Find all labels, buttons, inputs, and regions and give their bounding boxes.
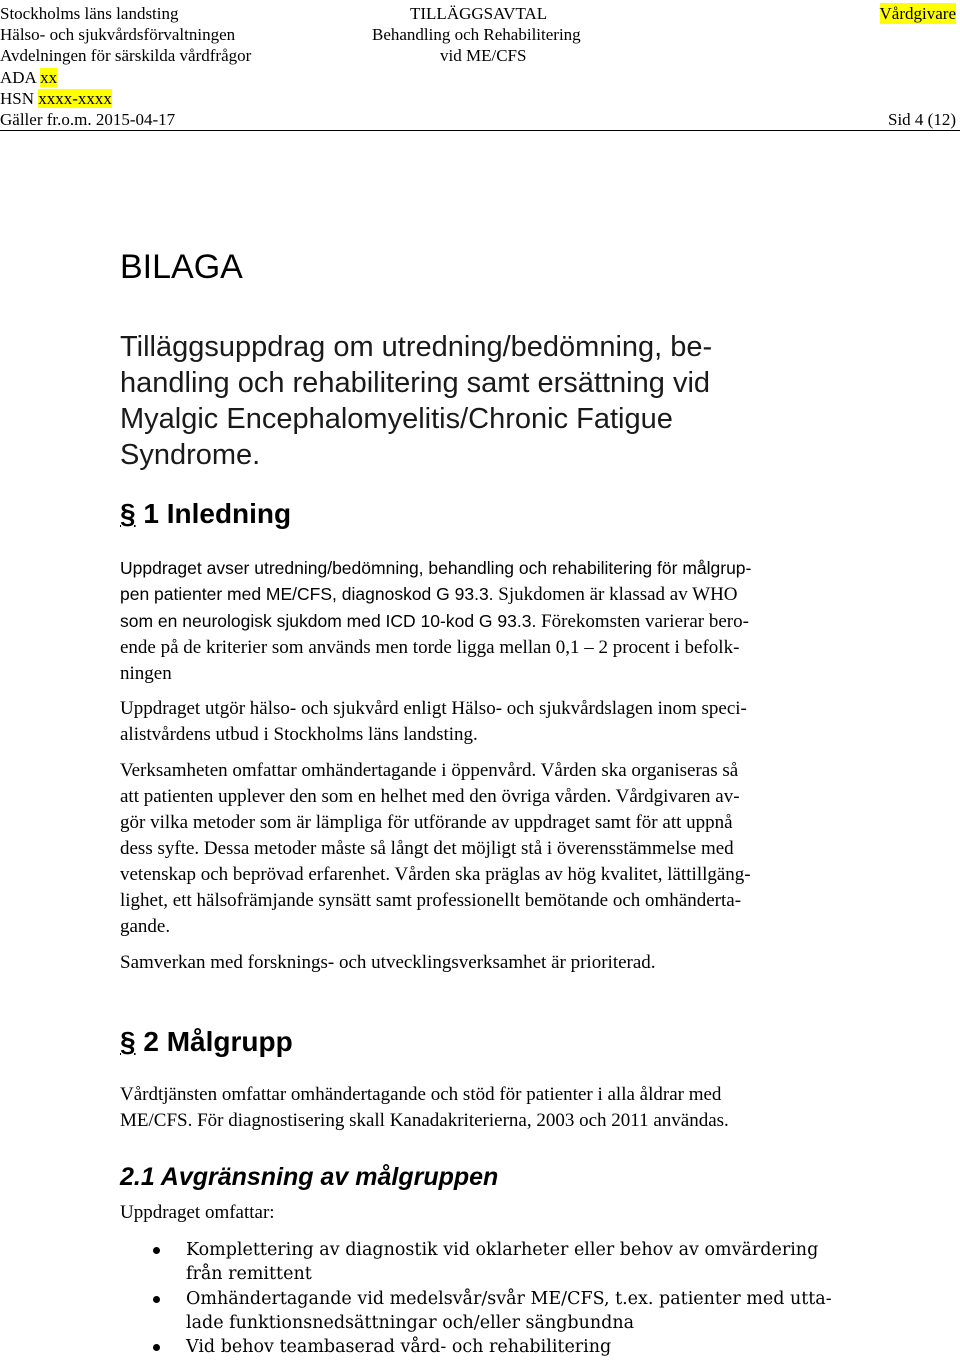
list-item-line: Komplettering av diagnostik vid oklarheter eller behov av omvärdering bbox=[186, 1240, 819, 1260]
title-line: handling och rehabilitering samt ersättning vid bbox=[120, 367, 711, 399]
bullet-icon bbox=[153, 1247, 160, 1254]
paragraph-line: alistvårdens utbud i Stockholms läns landsting. bbox=[120, 724, 478, 745]
header-agreement-subject: vid ME/CFS bbox=[440, 46, 527, 65]
paragraph-line: ende på de kriterier som används men torde ligga mellan 0,1 – 2 procent i befolk- bbox=[120, 637, 740, 658]
paragraph: Samverkan med forsknings- och utvecklingsverksamhet är prioriterad. bbox=[120, 952, 656, 973]
list-item-text bbox=[186, 1287, 832, 1335]
header-org-line: Hälso- och sjukvårdsförvaltningen bbox=[0, 25, 236, 44]
section-heading bbox=[120, 1024, 293, 1060]
paragraph-line: lighet, ett hälsofrämjande synsätt samt professionellt bemötande och omhänderta- bbox=[120, 890, 742, 911]
list-item-text bbox=[186, 1238, 818, 1286]
section-heading bbox=[120, 496, 291, 532]
list-item-line: lade funktionsnedsättningar och/eller sängbundna bbox=[186, 1313, 635, 1333]
header-valid-from: Gäller fr.o.m. 2015-04-17 bbox=[0, 110, 176, 129]
provider-badge: Vårdgivare bbox=[879, 4, 956, 23]
paragraph-line: Uppdraget utgör hälso- och sjukvård enligt Hälso- och sjukvårdslagen inom speci- bbox=[120, 698, 747, 719]
page-heading: BILAGA bbox=[120, 248, 243, 286]
header-agreement-type: TILLÄGGSAVTAL bbox=[410, 4, 548, 23]
section-title: 1 Inledning bbox=[143, 498, 292, 529]
paragraph-line: gör vilka metoder som är lämpliga för utförande av uppdraget samt för att uppnå bbox=[120, 812, 733, 833]
title-line: Syndrome. bbox=[120, 439, 261, 471]
paragraph bbox=[120, 1082, 729, 1134]
paragraph bbox=[120, 696, 747, 748]
paragraph-line: ningen bbox=[120, 663, 172, 684]
header-org-line: Avdelningen för särskilda vårdfrågor bbox=[0, 46, 252, 65]
paragraph-line: att patienten upplever den som en helhet med den övriga vården. Vårdgivaren av- bbox=[120, 786, 740, 807]
paragraph-line: Uppdraget avser utredning/bedömning, behandling och rehabilitering för målgrup- bbox=[120, 558, 752, 578]
paragraph-line: dess syfte. Dessa metoder måste så långt det möjligt stå i överensstämmelse med bbox=[120, 838, 734, 859]
hsn-value: xxxx-xxxx bbox=[38, 89, 112, 108]
paragraph-line: gande. bbox=[120, 916, 171, 937]
hsn-label: HSN bbox=[0, 89, 35, 108]
title-line: Myalgic Encephalomyelitis/Chronic Fatigue bbox=[120, 403, 673, 435]
section-symbol-icon: § bbox=[120, 1026, 136, 1057]
bullet-icon bbox=[153, 1296, 160, 1303]
list-item-text bbox=[186, 1335, 611, 1359]
header-agreement-subject: Behandling och Rehabilitering bbox=[372, 25, 581, 44]
ada-value: xx bbox=[40, 68, 58, 87]
paragraph bbox=[120, 758, 751, 940]
intro-paragraph bbox=[120, 555, 751, 687]
ada-label: ADA bbox=[0, 68, 36, 87]
page-number: Sid 4 (12) bbox=[888, 110, 956, 129]
paragraph-line: pen patienter med ME/CFS, diagnoskod G 93.3. bbox=[120, 584, 494, 604]
header-ada bbox=[0, 67, 57, 88]
paragraph-line: som en neurologisk sjukdom med ICD 10-kod G 93.3. bbox=[120, 611, 537, 631]
subsection-intro: Uppdraget omfattar: bbox=[120, 1202, 275, 1223]
section-title: 2 Målgrupp bbox=[143, 1026, 293, 1057]
list-item-line: från remittent bbox=[186, 1264, 312, 1284]
paragraph-line: Verksamheten omfattar omhändertagande i öppenvård. Vården ska organiseras så bbox=[120, 760, 739, 781]
paragraph-line: Förekomsten varierar bero- bbox=[536, 611, 749, 632]
subsection-title: 2.1 Avgränsning av målgruppen bbox=[120, 1163, 499, 1191]
paragraph-line: vetenskap och beprövad erfarenhet. Vården ska präglas av hög kvalitet, lättillgäng- bbox=[120, 864, 751, 885]
section-symbol-icon: § bbox=[120, 498, 136, 529]
list-item-line: Omhändertagande vid medelsvår/svår ME/CFS, t.ex. patienter med utta- bbox=[186, 1289, 832, 1309]
header-divider bbox=[0, 130, 960, 131]
title-line: Tilläggsuppdrag om utredning/bedömning, be- bbox=[120, 331, 713, 363]
paragraph-line: ME/CFS. För diagnostisering skall Kanadakriterierna, 2003 och 2011 användas. bbox=[120, 1110, 729, 1131]
paragraph-line: Vårdtjänsten omfattar omhändertagande och stöd för patienter i alla åldrar med bbox=[120, 1084, 722, 1105]
paragraph-line: Sjukdomen är klassad av WHO bbox=[493, 584, 738, 605]
list-item-line: Vid behov teambaserad vård- och rehabilitering bbox=[186, 1337, 612, 1357]
document-title bbox=[120, 329, 712, 473]
bullet-icon bbox=[153, 1344, 160, 1351]
header-org-line: Stockholms läns landsting bbox=[0, 4, 179, 23]
header-hsn bbox=[0, 88, 112, 109]
